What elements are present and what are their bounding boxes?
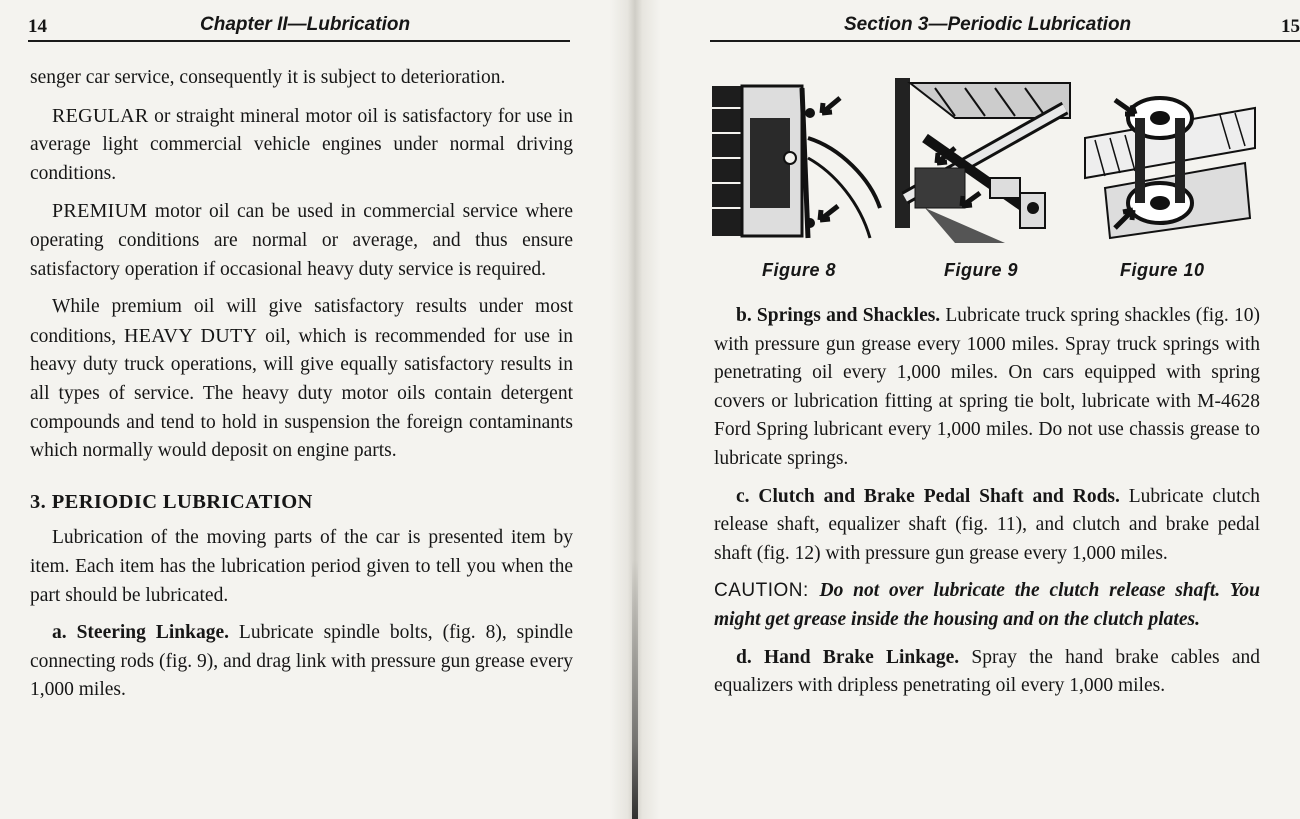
right-body-text bbox=[714, 302, 1260, 710]
caution-label: CAUTION: bbox=[714, 580, 820, 602]
caution-paragraph bbox=[714, 577, 1260, 634]
caution-text: Do not over lubricate the clutch release shaft. You might get grease inside the housing and on the clutch plates. bbox=[714, 580, 1260, 630]
right-page bbox=[660, 0, 1300, 819]
spring-shackle-illustration bbox=[1085, 78, 1255, 243]
item-a-title: a. Steering Linkage. bbox=[52, 622, 229, 644]
figure-strip bbox=[710, 78, 1255, 280]
spindle-bolt-illustration bbox=[710, 78, 880, 243]
right-running-head bbox=[710, 10, 1300, 42]
right-page-number: 15 bbox=[1281, 16, 1300, 37]
item-a-text: Lubricate spindle bolts, (fig. 8), spindle connecting rods (fig. 9), and drag link with pressure gun grease every 1,000 miles. bbox=[30, 622, 573, 701]
figure-9-caption: Figure 9 bbox=[944, 260, 1019, 280]
left-page-number: 14 bbox=[28, 16, 47, 37]
item-d-paragraph bbox=[714, 644, 1260, 701]
heavy-duty-paragraph bbox=[30, 293, 573, 466]
regular-term: REGULAR bbox=[52, 104, 149, 127]
heavy-duty-after: oil, which is recommended for use in heavy duty truck operations, will give equally satisfactory results in all types of service. The heavy duty motor oils contain detergent compounds and tend to hold in suspension the foreign contaminants which normally would deposit on engine parts. bbox=[30, 325, 574, 462]
left-page bbox=[0, 0, 620, 819]
regular-oil-paragraph bbox=[30, 102, 573, 189]
left-running-head bbox=[28, 10, 570, 42]
figure-8-caption: Figure 8 bbox=[762, 260, 837, 280]
item-b-paragraph bbox=[714, 302, 1260, 474]
premium-term: PREMIUM bbox=[52, 200, 148, 223]
item-d-text: Spray the hand brake cables and equalizers with dripless penetrating oil every 1,000 miles. bbox=[714, 646, 1260, 697]
section-heading: 3. PERIODIC LUBRICATION bbox=[30, 490, 313, 513]
premium-oil-paragraph bbox=[30, 197, 573, 284]
item-c-title: c. Clutch and Brake Pedal Shaft and Rods. bbox=[736, 485, 1120, 507]
figure-10-caption: Figure 10 bbox=[1120, 260, 1205, 280]
item-b-text: Lubricate truck spring shackles (fig. 10) with pressure gun grease every 1000 miles. Spray truck springs with penetrating oil every 1,000 miles. On cars equipped with spring covers or lubrication fitting at spring tie bolt, lubricate with M-4628 Ford Spring lubricant every 1,000 miles. Do not use chassis grease to lubricate springs. bbox=[714, 305, 1260, 469]
left-running-title: Chapter II—Lubrication bbox=[200, 14, 411, 35]
regular-text: or straight mineral motor oil is satisfactory for use in average light commercial vehicle engines under normal driving conditions. bbox=[30, 105, 573, 184]
intro-continuation: senger car service, consequently it is subject to deterioration. bbox=[30, 67, 506, 88]
item-c-text: Lubricate clutch release shaft, equalizer shaft (fig. 11), and clutch and brake pedal shaft (fig. 12) with pressure gun grease every 1,000 miles. bbox=[714, 485, 1260, 564]
heavy-duty-before: While premium oil will give satisfactory results under most conditions, bbox=[30, 296, 573, 347]
heavy-duty-term: HEAVY DUTY bbox=[124, 324, 258, 347]
item-c-paragraph bbox=[714, 483, 1260, 569]
premium-text: motor oil can be used in commercial service where operating conditions are normal or average, and thus ensure satisfactory operation if occasional heavy duty service is required. bbox=[30, 201, 573, 280]
right-running-title: Section 3—Periodic Lubrication bbox=[844, 14, 1132, 35]
connecting-rod-illustration bbox=[895, 78, 1075, 243]
item-d-title: d. Hand Brake Linkage. bbox=[736, 646, 960, 668]
section-intro: Lubrication of the moving parts of the car is presented item by item. Each item has the lubrication period given to tell you when the part should be lubricated. bbox=[30, 527, 573, 606]
item-a-paragraph bbox=[30, 619, 573, 705]
item-b-title: b. Springs and Shackles. bbox=[736, 305, 941, 326]
left-body-text bbox=[30, 64, 573, 714]
